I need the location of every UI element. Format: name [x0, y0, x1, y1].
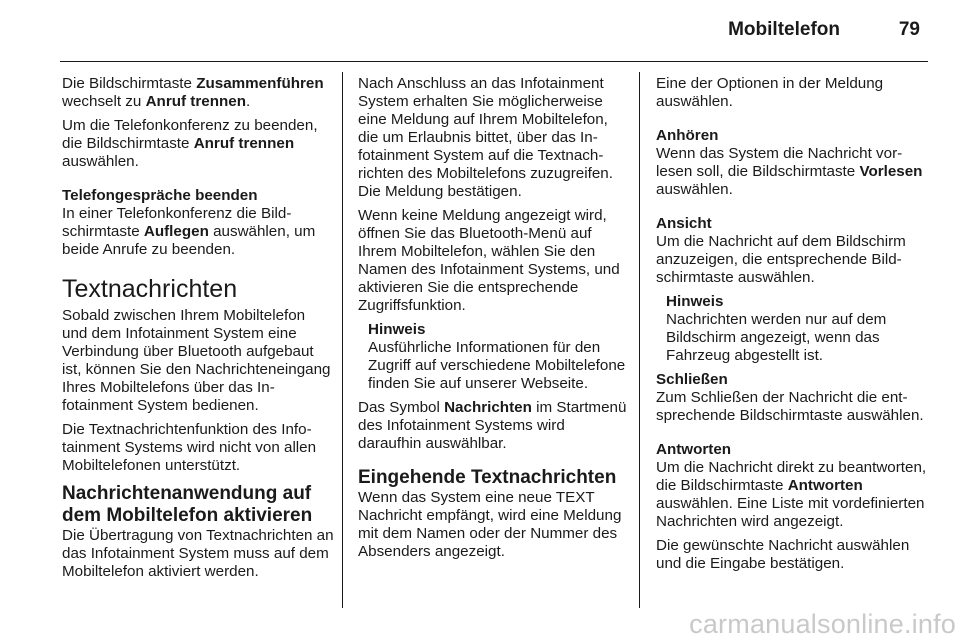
paragraph — [62, 205, 334, 259]
section-heading: Textnachrichten — [62, 275, 238, 303]
subheading: Ansicht — [656, 215, 712, 232]
chapter-title: Mobiltelefon — [728, 19, 840, 40]
text: auswählen. — [656, 181, 733, 198]
text: Die Bildschirmtaste — [62, 75, 197, 92]
paragraph: Die Textnachrichtenfunktion des Infotainment Systems wird nicht von allen Mobiltelefonen unterstützt. — [62, 421, 317, 474]
paragraph — [656, 145, 928, 199]
softkey-label: Vorlesen — [859, 163, 923, 180]
text: Um die Telefonkonferenz zu beenden, die Bildschirmtaste — [62, 117, 318, 152]
paragraph — [358, 399, 630, 453]
paragraph — [62, 75, 334, 111]
note-title: Hinweis — [368, 321, 426, 338]
text: Wenn das System die Nachricht vorlesen soll, die Bildschirmtaste — [656, 145, 903, 180]
paragraph: Wenn das System eine neue TEXT Nachricht empfängt, wird eine Meldung mit dem Namen oder der Nummer des Absenders angezeigt. — [358, 489, 622, 560]
page-header — [60, 0, 928, 60]
watermark: carmanualsonline.info — [689, 609, 956, 639]
text: Das Symbol — [358, 399, 445, 416]
column-2 — [358, 75, 630, 567]
paragraph — [656, 459, 928, 531]
column-divider — [639, 72, 640, 608]
softkey-label: Auflegen — [143, 223, 209, 240]
text: auswählen. — [62, 153, 139, 170]
header-rule — [60, 61, 928, 62]
paragraph — [656, 371, 928, 389]
note-text: Nachrichten werden nur auf dem Bildschirm angezeigt, wenn das Fahrzeug abgestellt ist. — [666, 311, 887, 364]
paragraph — [656, 441, 928, 459]
paragraph: Um die Nachricht auf dem Bildschirm anzuzeigen, die entsprechende Bildschirmtaste auswählen. — [656, 233, 906, 286]
paragraph: Die gewünschte Nachricht auswählen und die Eingabe bestätigen. — [656, 537, 910, 572]
softkey-label: Zusammenführen — [196, 75, 324, 92]
text: In einer Telefonkonferenz die Bildschirmtaste — [62, 205, 292, 240]
column-3 — [656, 75, 928, 579]
paragraph: Nach Anschluss an das Infotainment System erhalten Sie möglicherweise eine Meldung auf Ihrem Mobiltelefon, die um Erlaubnis bittet, über das Infotainment System auf die Textnachrichten des Mobiltelefons zuzugreifen. Die Meldung bestätigen. — [358, 75, 613, 200]
note-box — [368, 321, 630, 393]
text: Um die Nachricht direkt zu beantworten, die Bildschirmtaste — [656, 459, 927, 494]
subheading: Anhören — [656, 127, 719, 144]
softkey-label: Anruf trennen — [145, 93, 246, 110]
note-title: Hinweis — [666, 293, 724, 310]
paragraph — [656, 215, 928, 233]
softkey-label: Nachrichten — [444, 399, 532, 416]
paragraph — [62, 187, 334, 205]
text: . — [245, 93, 251, 110]
text: wechselt zu — [62, 93, 146, 110]
column-1 — [62, 75, 334, 587]
softkey-label: Anruf trennen — [193, 135, 295, 152]
softkey-label: Antworten — [787, 477, 863, 494]
subheading: Telefongespräche beenden — [62, 187, 258, 204]
section-subheading: Eingehende Textnachrichten — [358, 467, 617, 488]
column-divider — [342, 72, 343, 608]
paragraph — [62, 117, 334, 171]
note-box — [666, 293, 928, 365]
page-number: 79 — [898, 19, 920, 40]
paragraph — [656, 127, 928, 145]
note-text: Ausführliche Informationen für den Zugriff auf verschiedene Mobiltelefone finden Sie auf unserer Webseite. — [368, 339, 626, 392]
subheading: Antworten — [656, 441, 732, 458]
section-subheading: Nachrichtenanwendung auf dem Mobiltelefon aktivieren — [62, 483, 313, 526]
paragraph: Zum Schließen der Nachricht die entsprechende Bildschirmtaste auswählen. — [656, 389, 924, 424]
paragraph: Sobald zwischen Ihrem Mobiltelefon und dem Infotainment System eine Verbindung über Bluetooth aufgebaut ist, können Sie den Nachrichteneingang Ihres Mobiltelefons über das Infotainment System bedienen. — [62, 307, 331, 414]
subheading: Schließen — [656, 371, 728, 388]
text: auswählen. Eine Liste mit vordefinierten Nachrichten wird angezeigt. — [656, 495, 925, 530]
paragraph: Die Übertragung von Textnachrichten an das Infotainment System muss auf dem Mobiltelefon aktiviert werden. — [62, 527, 334, 580]
paragraph: Eine der Optionen in der Meldung auswählen. — [656, 75, 884, 110]
text: im Startmenü des Infotainment Systems wird daraufhin auswählbar. — [358, 399, 627, 452]
paragraph: Wenn keine Meldung angezeigt wird, öffnen Sie das Bluetooth-Menü auf Ihrem Mobiltelefon, wählen Sie den Namen des Infotainment Systems, und aktivieren Sie die entsprechende Zugriffsfunktion. — [358, 207, 620, 314]
text: auswählen, um beide Anrufe zu beenden. — [62, 223, 316, 258]
